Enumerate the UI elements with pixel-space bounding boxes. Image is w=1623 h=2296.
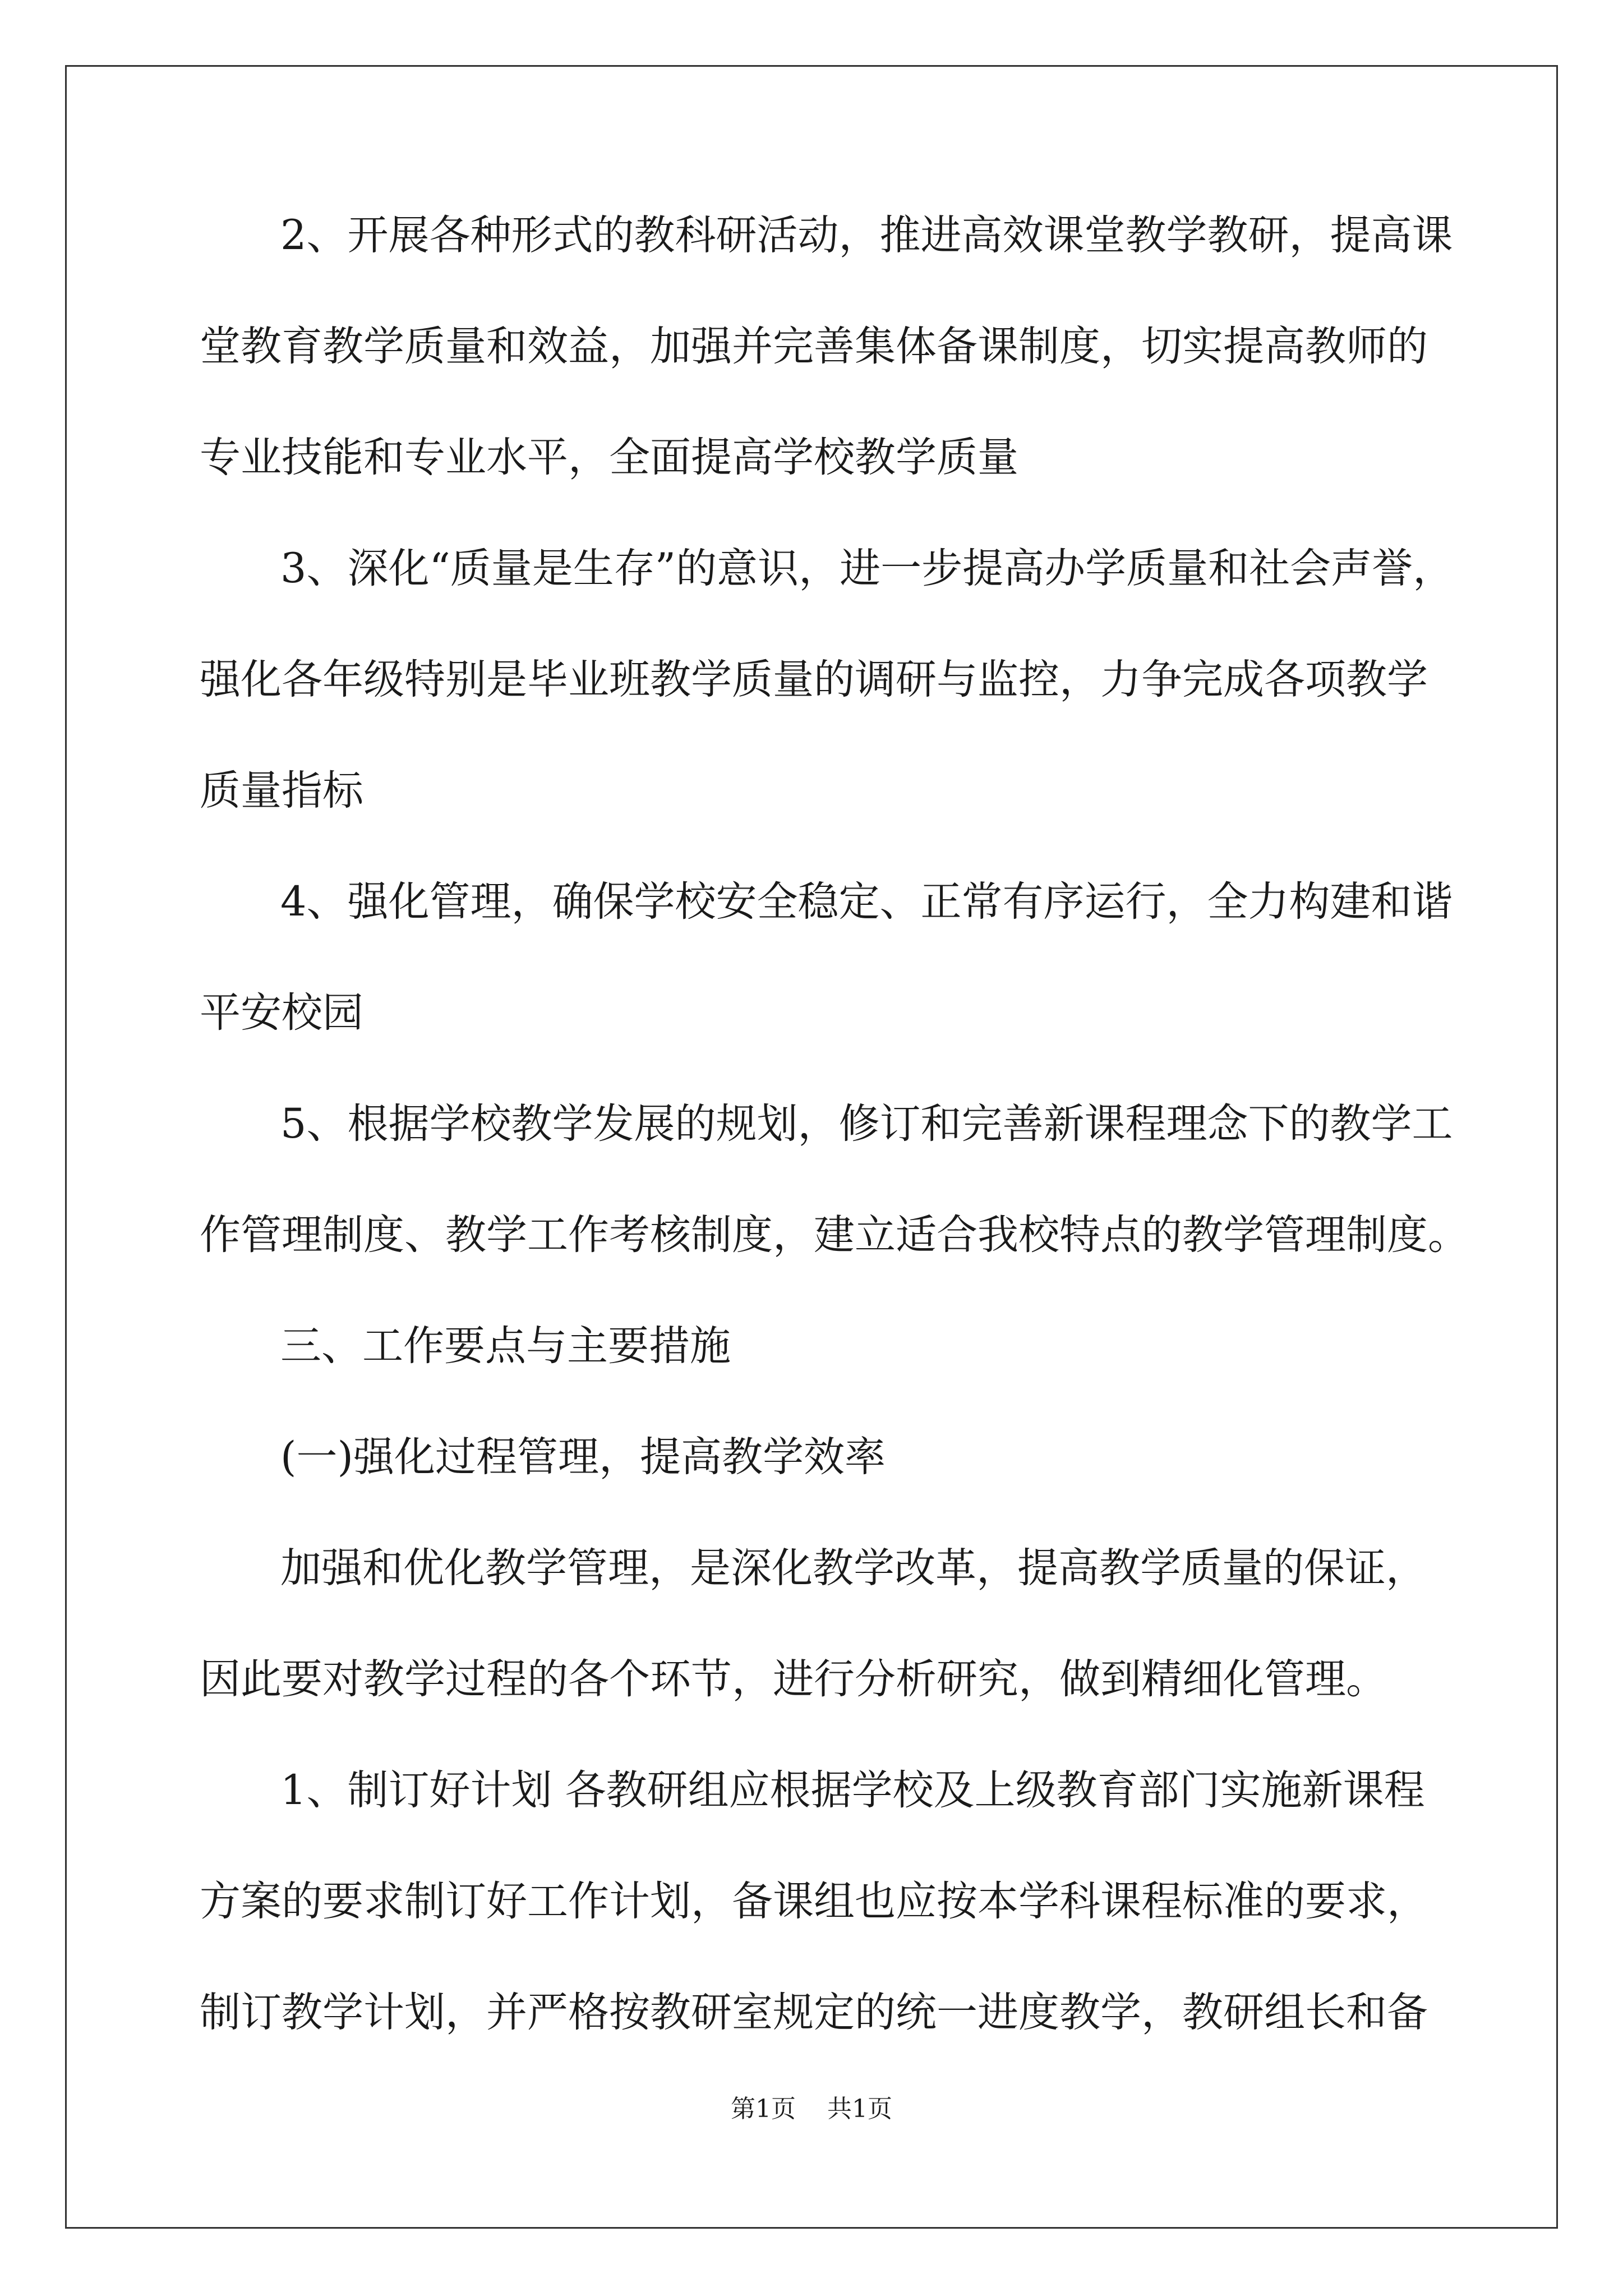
section-heading: 三、工作要点与主要措施 <box>280 1322 731 1370</box>
paragraph-line: 制订教学计划，并严格按教研室规定的统一进度教学，教研组长和备 <box>200 1989 1428 2036</box>
paragraph-line: 作管理制度、教学工作考核制度，建立适合我校特点的教学管理制度。 <box>200 1211 1469 1259</box>
paragraph-line: 1、制订好计划 各教研组应根据学校及上级教育部门实施新课程 <box>280 1766 1425 1814</box>
subsection-heading: (一)强化过程管理，提高教学效率 <box>280 1433 886 1481</box>
paragraph-line: 质量指标 <box>200 767 363 815</box>
paragraph-line: 强化各年级特别是毕业班教学质量的调研与监控，力争完成各项教学 <box>200 656 1428 703</box>
paragraph-line: 专业技能和专业水平，全面提高学校教学质量 <box>200 434 1018 481</box>
paragraph-line: 因此要对教学过程的各个环节，进行分析研究，做到精细化管理。 <box>200 1655 1387 1703</box>
paragraph-line: 堂教育教学质量和效益，加强并完善集体备课制度，切实提高教师的 <box>200 323 1428 370</box>
paragraph-line: 加强和优化教学管理，是深化教学改革，提高教学质量的保证， <box>280 1544 1427 1592</box>
page-total: 共1页 <box>827 2095 892 2123</box>
paragraph-line: 平安校园 <box>200 989 363 1037</box>
page-footer <box>0 2092 1623 2126</box>
paragraph-line: 5、根据学校教学发展的规划，修订和完善新课程理念下的教学工 <box>280 1100 1453 1148</box>
paragraph-line: 2、开展各种形式的教科研活动，推进高效课堂教学教研，提高课 <box>280 211 1453 259</box>
paragraph-line: 4、强化管理，确保学校安全稳定、正常有序运行，全力构建和谐 <box>280 878 1453 926</box>
paragraph-line: 方案的要求制订好工作计划，备课组也应按本学科课程标准的要求， <box>200 1878 1428 1925</box>
page-number: 第1页 <box>731 2095 796 2123</box>
paragraph-line: 3、深化“质量是生存”的意识，进一步提高办学质量和社会声誉， <box>280 545 1454 592</box>
